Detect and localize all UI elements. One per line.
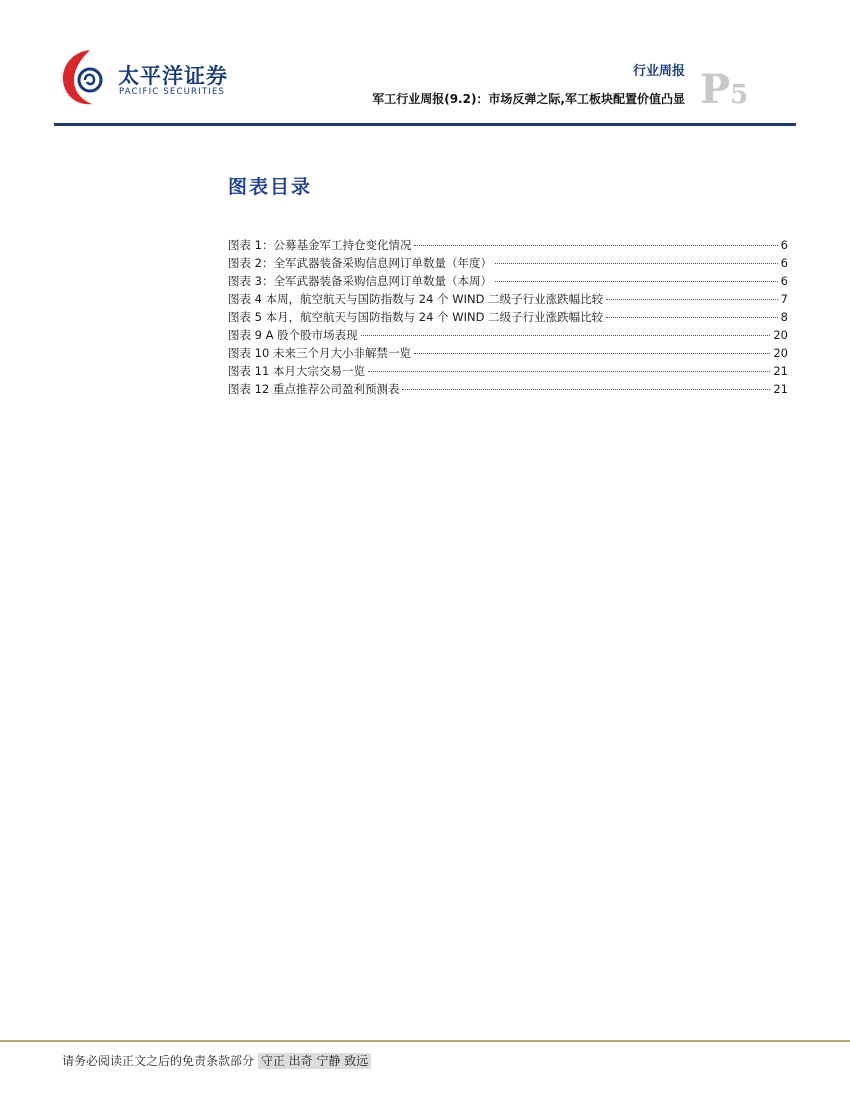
toc-item[interactable] [228, 327, 788, 345]
toc-item[interactable] [228, 345, 788, 363]
toc-leader-dots [414, 245, 777, 246]
toc-item[interactable] [228, 255, 788, 273]
toc-leader-dots [606, 317, 778, 318]
toc-item-label: 图表 1：公募基金军工持仓变化情况 [228, 238, 412, 252]
page-letter: P [700, 66, 731, 113]
toc-item[interactable] [228, 363, 788, 381]
toc-item-label: 图表 11 本月大宗交易一览 [228, 364, 365, 378]
toc-item[interactable] [228, 273, 788, 291]
toc-item-label: 图表 5 本月，航空航天与国防指数与 24 个 WIND 二级子行业涨跌幅比较 [228, 310, 604, 324]
toc-leader-dots [368, 371, 770, 372]
toc-item-label: 图表 10 未来三个月大小非解禁一览 [228, 346, 411, 360]
toc-item[interactable] [228, 237, 788, 255]
toc-leader-dots [606, 299, 778, 300]
toc-item-page: 8 [780, 310, 788, 324]
toc-item-label: 图表 3：全军武器装备采购信息网订单数量（本周） [228, 274, 492, 288]
footer-motto: 守正 出奇 宁静 致远 [258, 1053, 371, 1069]
toc-item[interactable] [228, 381, 788, 399]
toc-title: 图表目录 [228, 176, 313, 198]
page-number-digit: 5 [730, 80, 749, 110]
toc-item-page: 21 [773, 364, 788, 378]
toc-item-label: 图表 4 本周，航空航天与国防指数与 24 个 WIND 二级子行业涨跌幅比较 [228, 292, 604, 306]
toc-item-label: 图表 12 重点推荐公司盈利预测表 [228, 382, 400, 396]
toc-item-label: 图表 9 A 股个股市场表现 [228, 328, 358, 342]
toc-leader-dots [361, 335, 771, 336]
logo-name-en: PACIFIC SECURITIES [119, 87, 226, 97]
page-number [700, 66, 749, 113]
toc-item-label: 图表 2：全军武器装备采购信息网订单数量（年度） [228, 256, 492, 270]
toc-leader-dots [402, 389, 770, 390]
toc-leader-dots [495, 263, 778, 264]
toc-item-page: 6 [780, 238, 788, 252]
toc-item-page: 7 [780, 292, 788, 306]
header-divider [54, 123, 796, 126]
toc-item[interactable] [228, 291, 788, 309]
toc-item-page: 21 [773, 382, 788, 396]
footer-disclaimer: 请务必阅读正文之后的免责条款部分 [62, 1054, 255, 1068]
toc-item-page: 6 [780, 274, 788, 288]
report-title: 军工行业周报(9.2)：市场反弹之际,军工板块配置价值凸显 [372, 92, 685, 106]
toc-leader-dots [414, 353, 770, 354]
report-type: 行业周报 [632, 64, 685, 79]
toc-leader-dots [495, 281, 778, 282]
logo-name-cn: 太平洋证券 [118, 64, 228, 88]
toc-list [228, 237, 788, 399]
footer-divider [0, 1040, 850, 1042]
toc-item-page: 20 [773, 346, 788, 360]
toc-item-page: 20 [773, 328, 788, 342]
toc-item-page: 6 [780, 256, 788, 270]
toc-item[interactable] [228, 309, 788, 327]
pacific-securities-logo-icon [60, 46, 112, 108]
footer [62, 1052, 371, 1069]
